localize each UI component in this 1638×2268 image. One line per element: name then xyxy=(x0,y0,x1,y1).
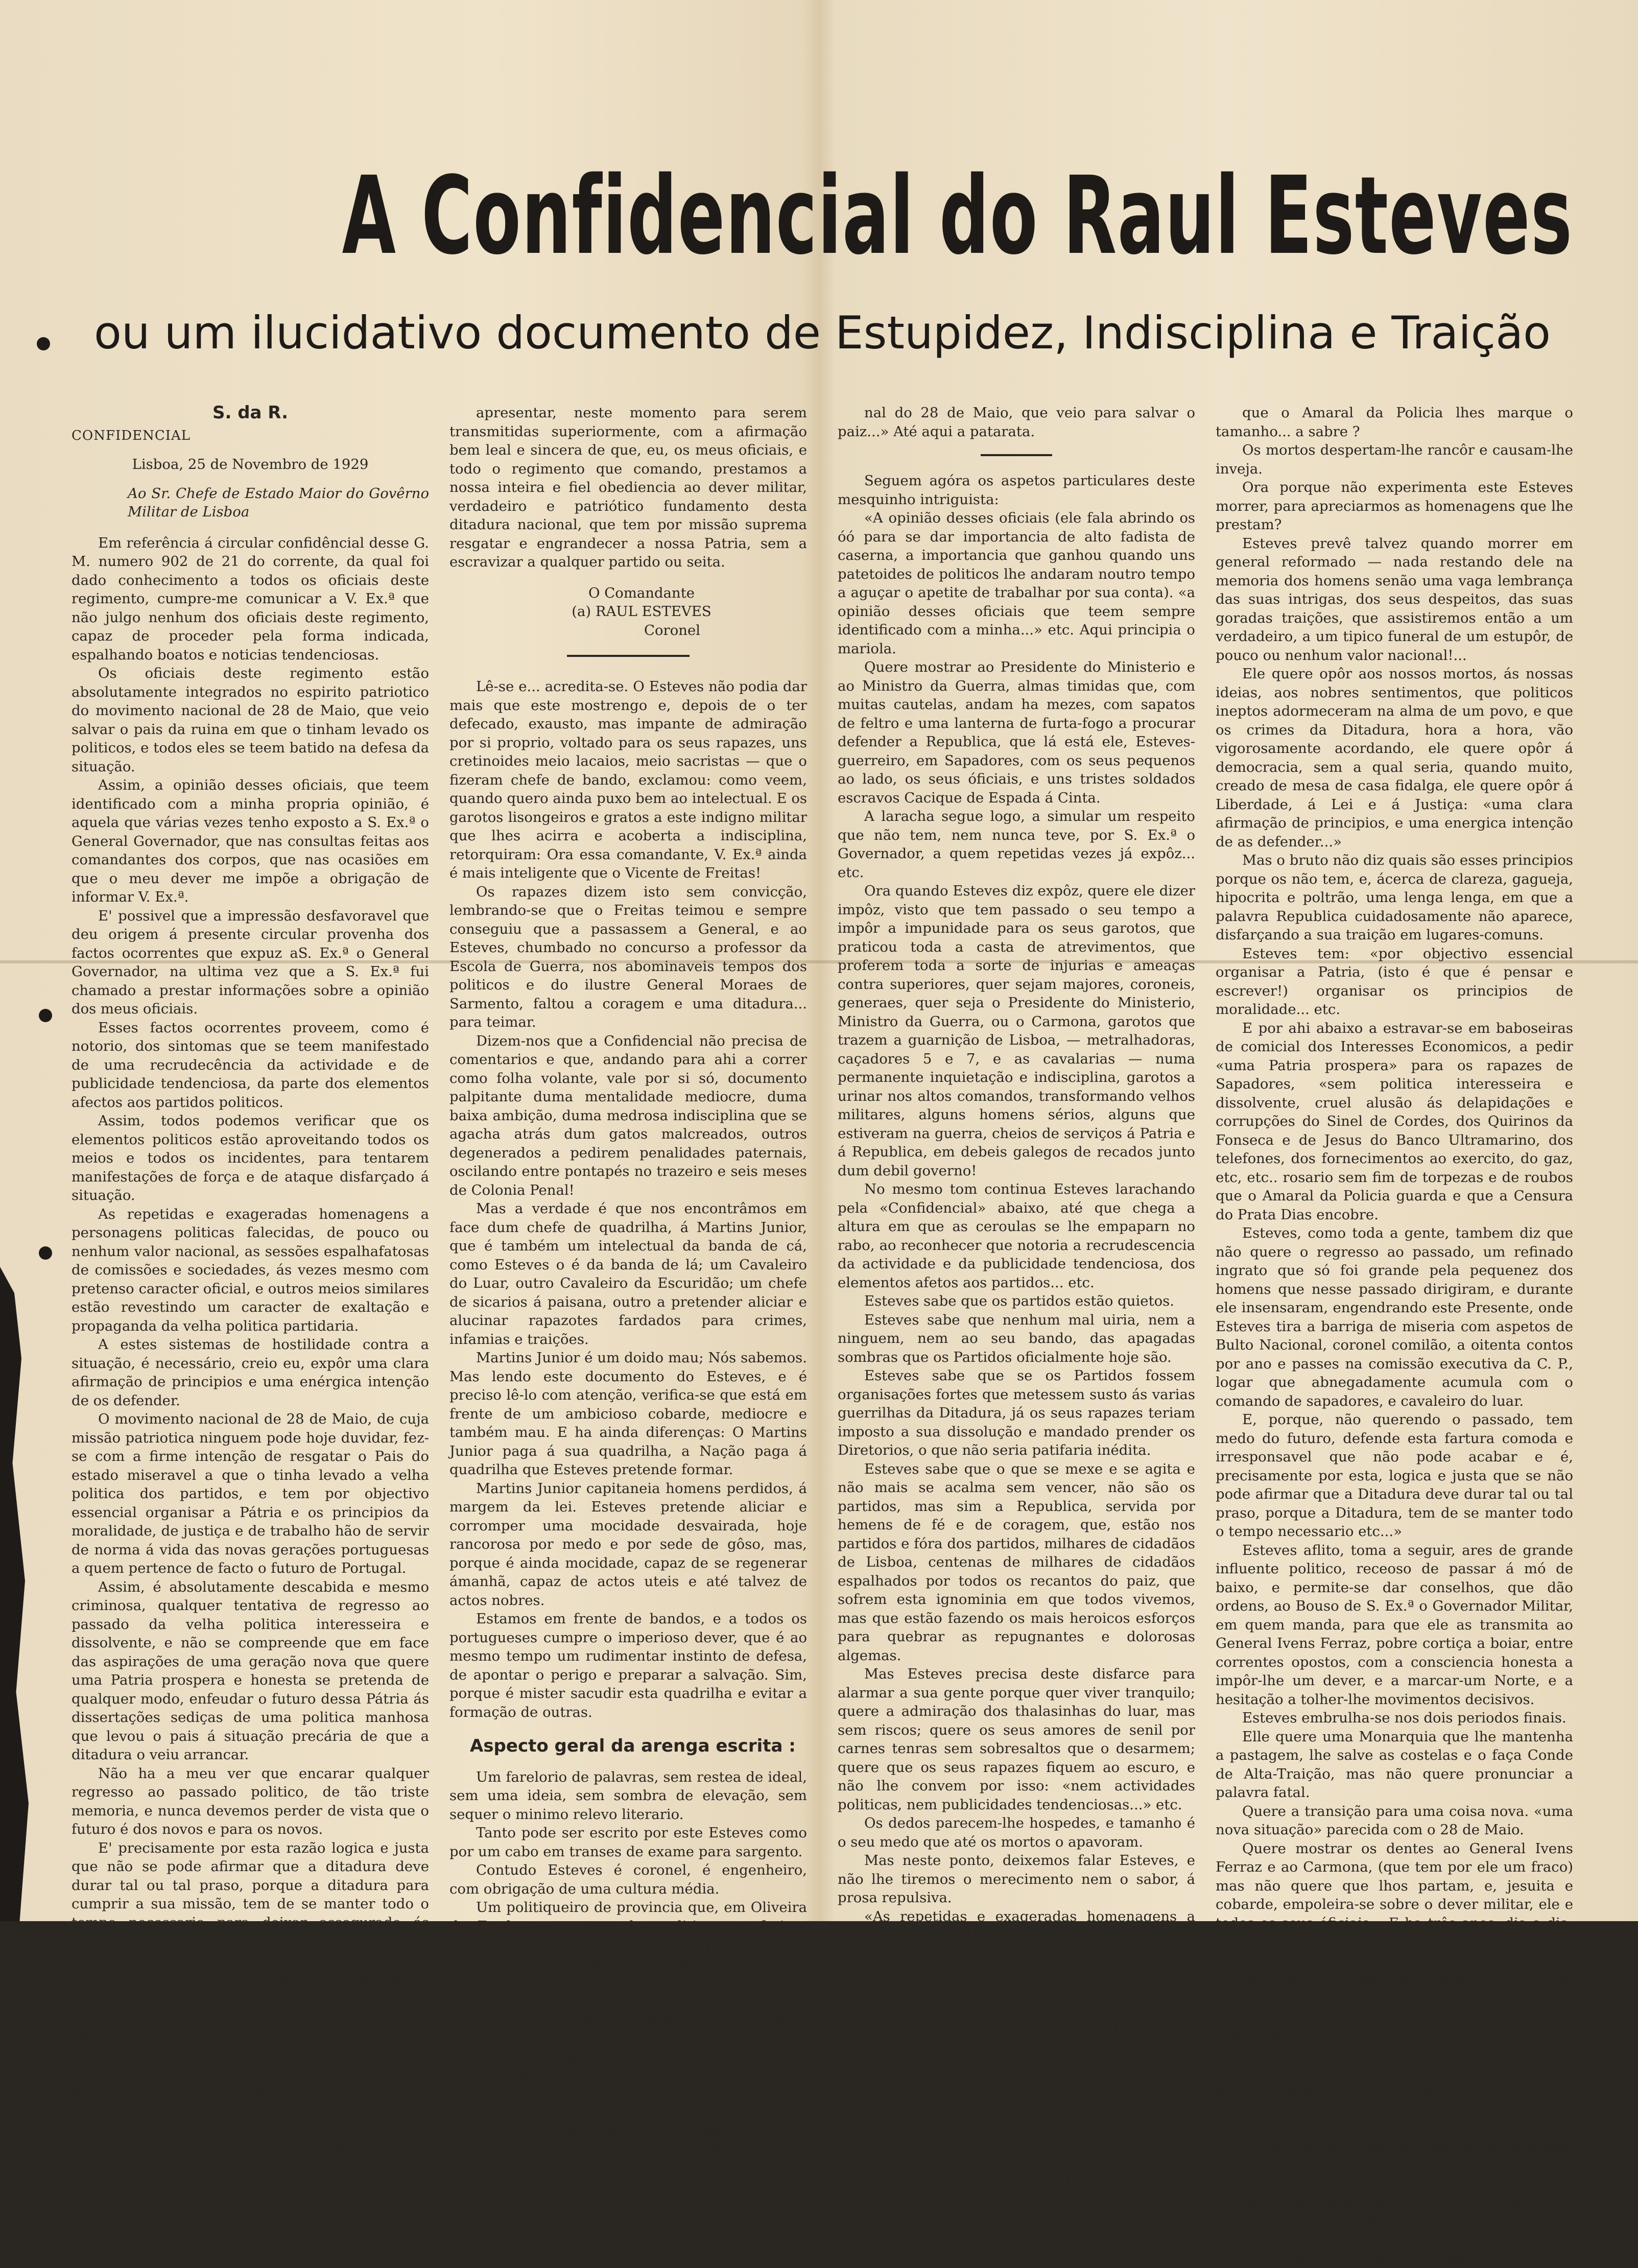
column-3-opening xyxy=(838,404,1195,441)
page-subtitle: ou um ilucidativo documento de Estupidez, Indisciplina e Traição xyxy=(72,306,1573,359)
column-4-body xyxy=(1216,404,1573,2268)
paragraph: Quere mostrar os dentes ao General Ivens Ferraz e ao Carmona, (que tem por ele um fraco) mas não quere que lhos partam, e, jesuita e cobarde, empoleira-se sobre o dever militar, ele e todos os seus óficiais... E ha três anos, dia a dia, ele vive á margem dum nobre Dever Militar, e, com falsas aparencias de disciplina a Confidencial só mostra que, mantem em pé de guerra uma cautelosa rebelião. xyxy=(1216,1839,1573,2007)
letter-date: Lisboa, 25 de Novembro de 1929 xyxy=(72,455,429,474)
paragraph: Serve ao menos para mostrar á Nação, ao Exercito e á Marinha, a profunda desorganisação, a desbragada imoralidade, a indecorosa indisciplina em que eles se debatem, tamanha, que já revira venenosos dentes contra a Ditadura. xyxy=(1216,2044,1573,2138)
letter-body xyxy=(72,534,429,2212)
paragraph: Não quere homenagens repetidas, não quere homenagens exageradas. xyxy=(838,2112,1195,2149)
paragraph: Os rapazes dizem isto sem convicção, lembrando-se que o Freitas teimou e sempre conseguiu que a passassem a General, e ao Esteves, chumbado no concurso a professor da Escola de Guerra, nos abominaveis tempos dos politicos e do ilustre General Moraes de Sarmento, faltou a coragem e uma ditadura... para teimar. xyxy=(449,883,807,1032)
paragraph: Quere mostrar ao Presidente do Ministerio e ao Ministro da Guerra, almas timidas que, com muitas cautelas, andam ha mezes, com sapatos de feltro e uma lanterna de furta-fogo a procurar defender a Republica, que lá está ele, Esteves-guerreiro, em Sapadores, com os seus pequenos ao lado, os seus óficiais, e uns tristes soldados escravos Cacique de Espada á Cinta. xyxy=(838,658,1195,807)
paragraph: E' precisamente por esta razão logica e justa que não se pode afirmar que a ditadura deve durar tal ou tal praso, porque a ditadura para cumprir a sua missão, tem de se manter todo o tempo necessario para deixar assegurado ás novas gerações a vida prospera e honesta de uma Patria melhor do que a que nos infelizmente herdamos de uma geração desmoralizada pelos processos dos velhos partidos politicos. xyxy=(72,1839,429,2007)
paragraph: Estamos em frente de bandos, e a todos os portugueses cumpre o imperioso dever, que é ao mesmo tempo um rudimentar instinto de defesa, de apontar o perigo e preparar a salvação. Sim, porque é mister sacudir esta quadrilha e evitar a formação de outras. xyxy=(449,1610,807,1721)
letter-addressee: Ao Sr. Chefe de Estado Maior do Govêrno Militar de Lisboa xyxy=(128,484,429,522)
paragraph: E este comandante é um dos Ratas Maximas, um dos supremos intelectuaes que interpreta o já sediço «espirito patriotico do movimento nacional de 28 de Maio que veio para... etc». xyxy=(449,2010,807,2085)
paragraph: Ora porque não experimenta este Esteves morrer, para apreciarmos as homenagens que lhe prestam? xyxy=(1216,478,1573,534)
paragraph: «As repetidas e exageradas homenagens a personagens politicos falecidos, de pouco ou nenhum valor nacional, ...estão revestindo um caracter de exaltação e propaganda... etc. xyxy=(838,1907,1195,1982)
confidential-label: CONFIDENCIAL xyxy=(72,427,429,445)
commentary-body xyxy=(449,677,807,1721)
paragraph: Ora quando Esteves diz expôz, quere ele dizer impôz, visto que tem passado o seu tempo a impôr a impunidade para os seus garotos, que praticou toda a casta de atrevimentos, que proferem toda a sorte de injurias e ameaças contra superiores, quer sejam majores, coroneis, generaes, quer seja o Presidente do Ministerio, Ministro da Guerra, ou o Carmona, garotos que trazem a guarnição de Lisboa, — metralhadoras, caçadores 5 e 7, e as cavalarias — numa permanente inquietação e indisciplina, garotos a urinar nos altos comandos, transformando velhos militares, alguns homens sérios, alguns que estiveram na guerra, cheios de serviços á Patria e á Republica, em debeis galegos de recados junto dum debil governo! xyxy=(838,882,1195,1180)
paragraph: Os oficiais deste regimento estão absolutamente integrados no espirito patriotico do movimento nacional de 28 de Maio, que veio salvar o pais da ruina em que o tinham levado os politicos, e todos eles se teem batido na defesa da situação. xyxy=(72,664,429,776)
paragraph: A estes sistemas de hostilidade contra a situação, é necessário, creio eu, expôr uma clara afirmação de principios e uma enérgica intenção de os defender. xyxy=(72,1335,429,1410)
section-divider xyxy=(981,454,1052,456)
column-3 xyxy=(838,404,1195,2206)
paragraph: Em referência á circular confidêncial desse G. M. numero 902 de 21 do corrente, da qual foi dado conhecimento a todos os oficiais deste regimento, cumpre-me comunicar a V. Ex.ª que não julgo nenhum dos oficiais deste regimento, capaz de proceder pela forma indicada, espalhando boatos e noticias tendenciosas. xyxy=(72,534,429,665)
paragraph: Estas são as considerações que julgo de meu dever xyxy=(72,2175,429,2212)
paragraph: Martins Junior é um doido mau; Nós sabemos. Mas lendo este documento do Esteves, e é preciso lê-lo com atenção, verifica-se que está em frente de um ambicioso cobarde, mediocre e também mau. E ha ainda diferenças: O Martins Junior paga á sua quadrilha, a Nação paga á quadrilha que Esteves pretende formar. xyxy=(449,1349,807,1479)
commentary-body-2 xyxy=(449,1768,807,2178)
paragraph: Mas o melhor é lê-lo, banal e ôco; na sua solene imbecilidade: xyxy=(449,2085,807,2122)
column-3-body xyxy=(838,471,1195,2206)
paragraph: Esses factos ocorrentes proveem, como é notorio, dos sintomas que se teem manifestado de uma recrudecência da actividade e de publicidade tendenciosa, da parte dos elementos afectos aos partidos politicos. xyxy=(72,1019,429,1112)
column-2 xyxy=(449,404,807,2178)
paragraph: Esteves sabe que o que se mexe e se agita e não mais se acalma sem vencer, não são os partidos, mas sim a Republica, servida por hemens de fé e de coragem, que, estão nos partidos e fóra dos partidos, milhares de cidadãos de Lisboa, centenas de milhares de cidadãos espalhados por todos os recantos do paiz, que sofrem esta ignominia em que todos vivemos, mas que estão fazendo os mais heroicos esforços para quebrar as repugnantes e dolorosas algemas. xyxy=(838,1460,1195,1665)
paragraph: «A opinião desses oficiais (ele fala abrindo os óó para se dar importancia de alto fadista de caserna, a importancia que ganhou quando uns patetoides de politicos lhe andaram noutro tempo a aguçar o apetite de trabalhar por sua conta). «a opinião desses oficiais que teem sempre identificado com a minha...» etc. Aqui principia o mariola. xyxy=(838,509,1195,658)
paragraph: Os mortos despertam-lhe rancôr e causam-lhe inveja. xyxy=(1216,441,1573,478)
signature-name: (a) RAUL ESTEVES xyxy=(449,602,807,621)
paragraph: nal do 28 de Maio, que veio para salvar o paiz...» Até aqui a patarata. xyxy=(838,404,1195,441)
paragraph: Quere a transição para uma coisa nova. «uma nova situação» parecida com o 28 de Maio. xyxy=(1216,1802,1573,1839)
ink-mark xyxy=(37,337,50,350)
paragraph: Assim, todos podemos verificar que os elementos politicos estão aproveitando todos os meios e todos os incidentes, para tentarem manifestações de força e de ataque disfarçado á situação. xyxy=(72,1112,429,1205)
paragraph: Lê-se e... acredita-se. O Esteves não podia dar mais que este mostrengo e, depois de o ter defecado, exausto, mas impante de admiração por si proprio, voltado para os seus rapazes, uns cretinoides meio lacaios, meio sacristas — que o fizeram chefe de bando, exclamou: como veem, quando quero ainda puxo bem ao intelectual. E os garotos lisongeiros e gratos a este indigno militar que lhes acirra e acoberta a indisciplina, retorquiram: Ora essa comandante, V. Ex.ª ainda é mais inteligente que o Vicente de Freitas! xyxy=(449,677,807,883)
paragraph: Ele quere opôr aos nossos mortos, ás nossas ideias, aos nobres sentimentos, que politicos ineptos adormeceram na alma de um povo, e que os crimes da Ditadura, hora a hora, vão vigorosamente acordando, ele quere opôr á democracia, sem a qual seria, quando muito, creado de mesa de casa fidalga, ele quere opôr á Liberdade, á Lei e á Justiça: «uma clara afirmação de principios, e uma energica intenção de as defender...» xyxy=(1216,665,1573,851)
column-1 xyxy=(72,404,429,2212)
paragraph: Um politiqueiro de provincia que, em Oliveira de Frades, no tempo dos politicos, proferisse aquelas sandices em defesa do seu partido, numa visita de governador civil, não abichava a administração de concelho. xyxy=(449,1898,807,1992)
paragraph: Mas neste ponto, deixemos falar Esteves, e não lhe tiremos o merecimento nem o sabor, á prosa repulsiva. xyxy=(838,1851,1195,1907)
paragraph: Esteves prevê talvez quando morrer em general reformado — nada restando dele na memoria dos homens senão uma vaga lembrança das suas intrigas, dos seus despeitos, das suas goradas traições, que assistiremos então a um verdadeiro, a um tipico funeral de um estupôr, de pouco ou nenhum valor nacional!... xyxy=(1216,534,1573,665)
paragraph: Quere então homenagens por uma só vez? Quere xyxy=(838,2168,1195,2206)
paragraph: Elle quere uma Monarquia que lhe mantenha a pastagem, lhe salve as costelas e o faça Conde de Alta-Traição, mas não quere pronunciar a palavra fatal. xyxy=(1216,1728,1573,1802)
torn-edge xyxy=(0,1267,36,1921)
paragraph: Assim, é absolutamente descabida e mesmo criminosa, qualquer tentativa de regresso ao passado da velha politica interesseira e dissolvente, e não se compreende que em face das aspirações de uma geração nova que quere uma Patria prospera e honesta se pretenda de qualquer modo, enfeudar o futuro dessa Pátria ás dissertações sediças de uma politica manhosa que levou o pais á situação precária de que a ditadura o veiu arrancar. xyxy=(72,1578,429,1764)
ink-mark xyxy=(39,1246,52,1260)
paragraph: E, porque, não querendo o passado, tem medo do futuro, defende esta fartura comoda e irresponsavel que não pode acabar e é, precisamente por esta, logica e justa que se não pode afirmar que a Ditadura deve durar tal ou tal praso, porque a Ditadura, tem de se manter todo o tempo necessario etc...» xyxy=(1216,1410,1573,1541)
paragraph: Assim, a opinião desses oficiais, que teem identificado com a minha propria opinião, é aquela que várias vezes tenho exposto a S. Ex.ª o General Governador, que nas consultas feitas aos comandantes dos corpos, que nas ocasiões em que o meu dever me impõe a obrigação de informar V. Ex.ª. xyxy=(72,776,429,907)
paragraph: Esteves, como toda a gente, tambem diz que não quere o regresso ao passado, um refinado ingrato que só foi grande pela pequenez dos homens que nesse passado dirigiram, e durante ele insensaram, engendrando este Presente, onde Esteves tira a barriga de miseria com aspetos de Bulto Nacional, coronel comilão, a oitenta contos por ano e passes na comissão executiva da C. P., logar que abnegadamente acumula com o comando de sapadores, e cavaleiro do luar. xyxy=(1216,1224,1573,1410)
paragraph: Se como agora temos visto se persiste em afirmar que a ditadura é apenas uma transição, é bom não esquecer que a transição nunca dignificou o regresso ao mesmo estado anterior, pois que a transição neste caso, deve constituir iniludivelmente a passagem de uma situação que era intoleravel, para uma nova situação harmonica com as aspirações patrioticas do movimento de 28 de Maio. xyxy=(72,2006,429,2175)
paragraph: A laracha segue logo, a simular um respeito que não tem, nem nunca teve, por S. Ex.ª o Governador, a quem repetidas vezes já expôz... etc. xyxy=(838,807,1195,882)
paragraph: Os oficiais do Exercito, dignos deste nome, dos que na guerra se bateram e dos que na paz, honradamente servem a Patria e a Republica, digam lá, se estes Esteves e estes documentos não são afinal a verdadeira, a unica dissolução dum Exercito?! xyxy=(1216,2138,1573,2250)
paragraph: «Os oficiais deste Regimento estão absolutamente integrados no espirito patriotico do movimento nacio- xyxy=(449,2122,807,2178)
paragraph: que o Amaral da Policia lhes marque o tamanho... a sabre ? xyxy=(1216,404,1573,441)
paragraph: Mas o bruto não diz quais são esses principios porque os não tem, e, ácerca de clareza, gagueja, hipocrita e poltrão, uma lenga lenga, em que a palavra Republica cuidadosamente não aparece, disfarçando a sua traição em lugares-comuns. xyxy=(1216,851,1573,944)
paragraph: E vejam se não vale a pena ler e comentar este vergonhoso papel. xyxy=(1216,2007,1573,2044)
column-4 xyxy=(1216,404,1573,2268)
paragraph: Mas Esteves precisa deste disfarce para alarmar a sua gente porque quer viver tranquilo; quere a admiração dos thalasinhas do luar, mas sem riscos; quere os seus amores de senil por carnes tenras sem sobresaltos que o desarmem; quere que os seus rapazes fiquem ao escuro, e não lhe convem por isso: «nem actividades politicas, nem publicidades tendenciosas...» etc. xyxy=(838,1665,1195,1814)
paragraph: Tanto pode ser escrito por este Esteves como por um cabo em transes de exame para sargento. xyxy=(449,1824,807,1861)
paragraph: E por ahi abaixo a estravar-se em baboseiras de comicial dos Interesses Economicos, a pedir «uma Patria prospera» para os rapazes de Sapadores, «sem politica interesseira e dissolvente, cruel alusão ás delapidações e corrupções do Sinel de Cordes, dos Quirinos da Fonseca e de Jesus do Banco Ultramarino, dos telefones, dos fornecimentos ao exercito, do gaz, etc, etc.. rosario sem fim de torpezas e de roubos que o Amaral da Policia guarda e que a Censura do Prata Dias encobre. xyxy=(1216,1019,1573,1224)
paragraph: Os dedos parecem-lhe hospedes, e tamanho é o seu medo que até os mortos o apavoram. xyxy=(838,1814,1195,1851)
paragraph: Seguem agóra os aspetos particulares deste mesquinho intriguista: xyxy=(838,471,1195,509)
paragraph: Contudo Esteves é coronel, é engenheiro, com obrigação de uma cultura média. xyxy=(449,1861,807,1898)
ink-mark xyxy=(39,1009,52,1022)
letter-heading: S. da R. xyxy=(72,404,429,422)
section-subheading: Aspecto geral da arenga escrita : xyxy=(470,1737,807,1756)
paragraph: Mas a verdade é que nos encontrâmos em face dum chefe de quadrilha, á Martins Junior, que é também um intelectual da banda de cá, como Esteves o é da banda de lá; um Cavaleiro do Luar, outro Cavaleiro da Escuridão; um chefe de sicarios á paisana, outro a pretender aliciar e alucinar rapazotes fardados para crimes, infamias e traições. xyxy=(449,1199,807,1349)
paragraph: Um farelorio de palavras, sem restea de ideal, sem uma ideia, sem sombra de elevação, sem sequer o minimo relevo literario. xyxy=(449,1768,807,1824)
paragraph: Palavra de honra que não. xyxy=(449,1992,807,2011)
paragraph: Não ha a meu ver que encarar qualquer regresso ao passado politico, de tão triste memoria, e nunca devemos perder de vista que o futuro é dos novos e para os novos. xyxy=(72,1764,429,1839)
paragraph: Esteves aflito, toma a seguir, ares de grande influente politico, receoso de passar á mó de baixo, e permite-se dar conselhos, que dão ordens, ao Bouso de S. Ex.ª o Governador Militar, em quem manda, para que ele as transmita ao General Ivens Ferraz, pobre cortiça a boiar, entre correntes opostos, com a consciencia honesta a impôr-lhe um dever, e a marcar-um Norte, e a hesitação a tolher-lhe movimentos decisivos. xyxy=(1216,1541,1573,1709)
paragraph: Esteves sabe que nenhum mal uiria, nem a ninguem, nem ao seu bando, das apagadas sombras que os Partidos oficialmente hoje são. xyxy=(838,1311,1195,1367)
letter-closing xyxy=(449,404,807,572)
paragraph: O movimento nacional de 28 de Maio, de cuja missão patriotica ninguem pode hoje duvidar, fez-se com a firme intenção de resgatar o Pais do estado miseravel a que o tinha levado a velha politica dos partidos, e tem por objectivo essencial organisar a Pátria e os principios da moralidade, de justiça e de trabalho hão de servir de norma á vida das novas gerações portuguesas a quem pertence de facto o futuro de Portugal. xyxy=(72,1410,429,1578)
section-divider xyxy=(567,655,690,657)
paragraph: Esteves embrulha-se nos dois periodos finais. xyxy=(1216,1709,1573,1728)
paragraph: Dizem-nos que a Confidencial não precisa de comentarios e que, andando para ahi a correr como folha volante, vale por si só, documento palpitante duma mentalidade mediocre, duma baixa ambição, duma medrosa indisciplina que se agacha atrás dum gatos malcreados, outros degenerados a pedirem penalidades paternais, oscilando entre pontapés no trazeiro e seis meses de Colonia Penal! xyxy=(449,1032,807,1200)
signature-rank: Coronel xyxy=(511,621,807,640)
paragraph: As repetidas e exageradas homenagens a personagens politicas falecidas, de pouco ou nenhum valor nacional, as sessões espalhafatosas de comissões e sociedades, ás vezes mesmo com pretenso caracter oficial, e outros meios similares estão revestindo um caracter de exaltação e propaganda da velha politica partidaria. xyxy=(72,1205,429,1336)
paragraph: apresentar, neste momento para serem transmitidas superiormente, com a afirmação bem leal e sincera de que, eu, os meus oficiais, e todo o regimento que comando, prestamos a nossa inteira e fiel obediencia ao dever militar, verdadeiro e patriótico fundamento desta ditadura nacional, que tem por missão suprema resgatar e engrandecer a nossa Patria, sem a escravizar a qualquer partido ou seita. xyxy=(449,404,807,572)
paragraph: Esteves sabe que os partidos estão quietos. xyxy=(838,1292,1195,1311)
page-title: A Confidencial do Raul Esteves xyxy=(342,153,1313,278)
paragraph: Esteves tem: «por objectivo essencial organisar a Patria, (isto é que é pensar e escrever!) organisar os principios de moralidade... etc. xyxy=(1216,944,1573,1019)
paragraph: E' possivel que a impressão desfavoravel que deu origem á presente circular provenha dos factos ocorrentes que expuz aS. Ex.ª o General Governador, na ultima vez que a S. Ex.ª fui chamado a prestar informações sobre a opinião dos meus oficiais. xyxy=(72,907,429,1019)
paragraph: No mesmo tom continua Esteves larachando pela «Confidencial» abaixo, até que chega a altura em que as ceroulas se lhe empaparn no rabo, ao reconhecer que notoria a recrudescencia da actividade e da publicidade tendenciosa, dos elementos afetos aos partidos... etc. xyxy=(838,1180,1195,1292)
paragraph: E acudam-lhe emquanto é tempo! xyxy=(1216,2250,1573,2268)
paragraph: Martins Junior capitaneia homens perdidos, á margem da lei. Esteves pretende aliciar e corromper uma mocidade desvairada, hoje rancorosa por medo e por sede de gôso, mas, porque é ainda mocidade, capaz de se regenerar ámanhã, capaz de actos uteis e até talvez de actos nobres. xyxy=(449,1479,807,1610)
paragraph: Não se chega a saber o que Esteves pretende: Impedir que morram mais homens ilustres de glorioso passado em prol da Patria e da Republica? Proibir aos vivos que acompanhem á ultima morada os mortos queridos, envolvendo-os na sua enternecida saudade e na sua carinhosa gratidão? xyxy=(838,1982,1195,2113)
signature-role: O Comandante xyxy=(449,584,807,603)
paragraph: Esteves sabe que se os Partidos fossem organisações fortes que metessem susto ás varias guerrilhas da Ditadura, já os seus rapazes teriam imposto a sua dissolução e mandado prender os Diretorios, o que não seria patifaria inédita. xyxy=(838,1366,1195,1460)
paragraph: O idiota! xyxy=(838,2149,1195,2168)
